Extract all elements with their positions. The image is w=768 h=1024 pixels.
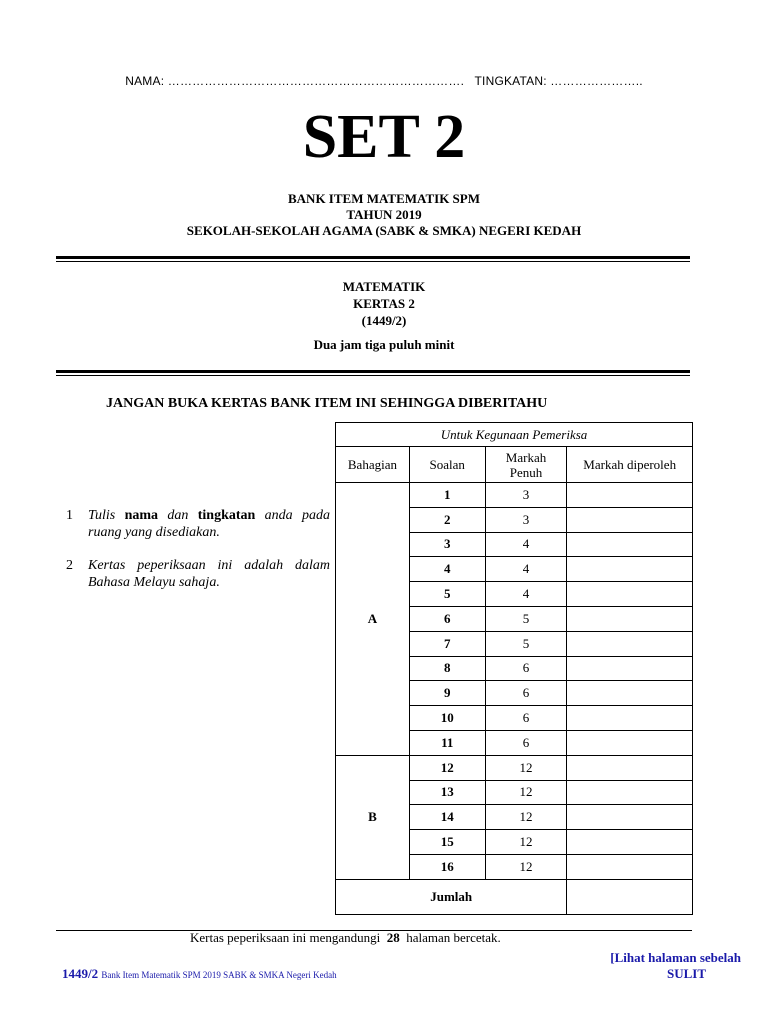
full-marks: 4: [485, 582, 567, 607]
full-marks: 6: [485, 730, 567, 755]
full-marks: 12: [485, 805, 567, 830]
duration: Dua jam tiga puluh minit: [313, 337, 455, 352]
pages-prefix: Kertas peperiksaan ini mengandungi: [190, 930, 381, 945]
question-number: 1: [409, 483, 485, 508]
marks-obtained-cell[interactable]: [567, 854, 693, 879]
marks-obtained-cell[interactable]: [567, 483, 693, 508]
subject-title: MATEMATIK: [342, 279, 426, 294]
name-label: NAMA:: [125, 74, 165, 88]
full-marks: 4: [485, 557, 567, 582]
question-number: 14: [409, 805, 485, 830]
full-marks: 6: [485, 656, 567, 681]
class-field[interactable]: …………………..: [550, 74, 643, 88]
pages-count: 28: [386, 930, 400, 945]
header-question: Soalan: [409, 447, 485, 483]
marks-obtained-cell[interactable]: [567, 706, 693, 731]
instruction-bold: nama: [124, 508, 159, 523]
marks-obtained-cell[interactable]: [567, 507, 693, 532]
header-full-marks-line2: Penuh: [509, 464, 543, 480]
full-marks: 4: [485, 532, 567, 557]
paper-code: 1449/2: [62, 966, 99, 981]
total-row: [336, 879, 693, 914]
instruction-1: [66, 507, 330, 541]
marks-obtained-cell[interactable]: [567, 830, 693, 855]
name-field[interactable]: ……………………………………………………………….: [167, 74, 465, 88]
header-obtained: Markah diperoleh: [567, 447, 693, 483]
table-row: [336, 755, 693, 780]
marks-obtained-cell[interactable]: [567, 656, 693, 681]
footer-paper-code: [62, 966, 337, 982]
set-title: SET 2: [302, 103, 466, 171]
marks-obtained-cell[interactable]: [567, 780, 693, 805]
marks-obtained-cell[interactable]: [567, 681, 693, 706]
full-marks: 5: [485, 631, 567, 656]
marks-obtained-cell[interactable]: [567, 582, 693, 607]
header-full-marks: [485, 447, 567, 483]
year-title: TAHUN 2019: [346, 207, 422, 222]
marks-obtained-cell[interactable]: [567, 755, 693, 780]
question-number: 7: [409, 631, 485, 656]
warning-text: JANGAN BUKA KERTAS BANK ITEM INI SEHINGGA DIBERITAHU: [106, 396, 548, 411]
marks-obtained-cell[interactable]: [567, 557, 693, 582]
schools-title: SEKOLAH-SEKOLAH AGAMA (SABK & SMKA) NEGERI KEDAH: [186, 223, 582, 238]
full-marks: 12: [485, 780, 567, 805]
full-marks: 5: [485, 606, 567, 631]
question-number: 6: [409, 606, 485, 631]
class-label: TINGKATAN:: [474, 74, 547, 88]
header-section: Bahagian: [336, 447, 410, 483]
pages-note: [190, 930, 501, 946]
section-label: B: [336, 755, 410, 879]
middle-divider: [56, 370, 690, 376]
next-page-note: [Lihat halaman sebelah: [610, 950, 741, 965]
instruction-text: Tulis: [88, 508, 125, 523]
full-marks: 12: [485, 830, 567, 855]
total-obtained-cell[interactable]: [567, 879, 693, 914]
question-number: 8: [409, 656, 485, 681]
question-number: 9: [409, 681, 485, 706]
question-number: 3: [409, 532, 485, 557]
table-caption: Untuk Kegunaan Pemeriksa: [336, 423, 693, 447]
marks-table: [335, 422, 693, 915]
instruction-text: Kertas peperiksaan ini adalah dalam Bahasa Melayu sahaja.: [88, 558, 330, 590]
instruction-text: dan: [158, 508, 198, 523]
paper-title: KERTAS 2: [353, 296, 415, 311]
instruction-text: anda pada ruang yang disediakan.: [88, 508, 330, 540]
paper-description: Bank Item Matematik SPM 2019 SABK & SMKA Negeri Kedah: [101, 970, 337, 980]
marks-obtained-cell[interactable]: [567, 631, 693, 656]
question-number: 15: [409, 830, 485, 855]
header-full-marks-line1: Markah: [505, 449, 547, 465]
question-number: 16: [409, 854, 485, 879]
full-marks: 3: [485, 483, 567, 508]
marks-obtained-cell[interactable]: [567, 532, 693, 557]
paper-code-title: (1449/2): [361, 313, 407, 328]
bank-item-title: BANK ITEM MATEMATIK SPM: [288, 191, 480, 206]
total-label: Jumlah: [336, 879, 567, 914]
top-divider: [56, 256, 690, 262]
question-number: 4: [409, 557, 485, 582]
instruction-2: [66, 557, 330, 591]
pages-suffix: halaman bercetak.: [406, 930, 501, 945]
question-number: 5: [409, 582, 485, 607]
question-number: 13: [409, 780, 485, 805]
marks-obtained-cell[interactable]: [567, 805, 693, 830]
table-row: [336, 483, 693, 508]
section-label: A: [336, 483, 410, 756]
question-number: 2: [409, 507, 485, 532]
instruction-bold: tingkatan: [197, 508, 256, 523]
question-number: 11: [409, 730, 485, 755]
full-marks: 12: [485, 755, 567, 780]
marks-obtained-cell[interactable]: [567, 730, 693, 755]
marks-obtained-cell[interactable]: [567, 606, 693, 631]
question-number: 10: [409, 706, 485, 731]
name-class-line: [0, 74, 768, 88]
full-marks: 3: [485, 507, 567, 532]
full-marks: 6: [485, 681, 567, 706]
instruction-number: 2: [66, 558, 73, 573]
sulit-label: SULIT: [666, 966, 706, 981]
full-marks: 12: [485, 854, 567, 879]
question-number: 12: [409, 755, 485, 780]
instruction-number: 1: [66, 508, 73, 523]
full-marks: 6: [485, 706, 567, 731]
